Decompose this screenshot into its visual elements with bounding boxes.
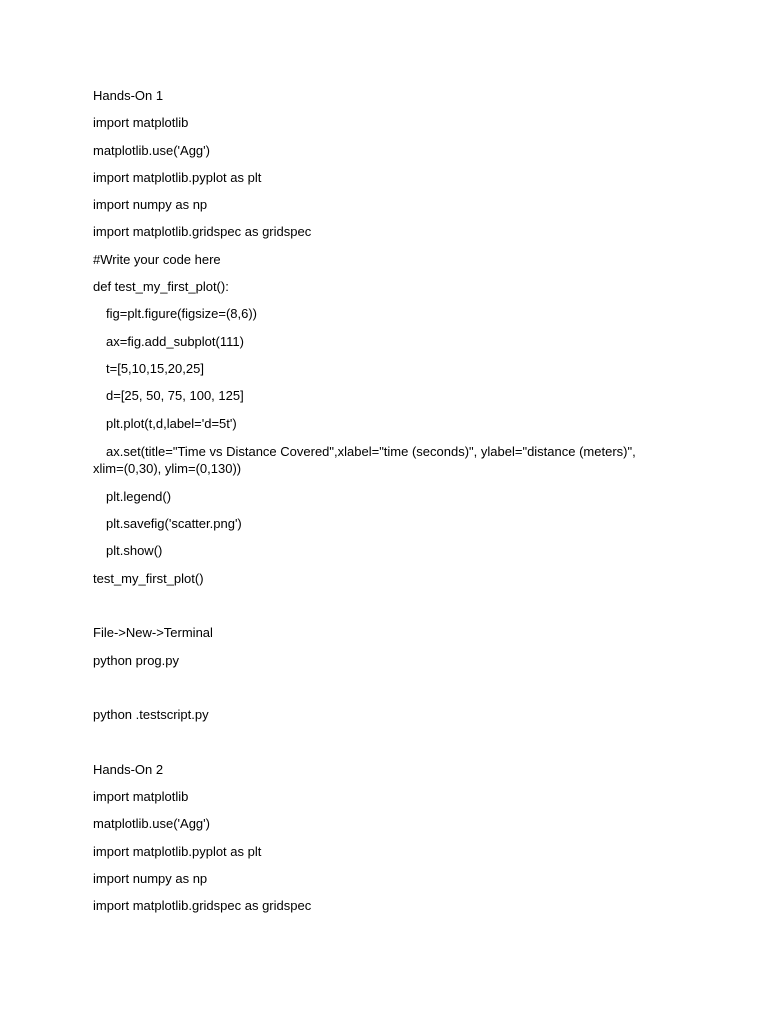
section-heading: Hands-On 2 <box>93 761 164 777</box>
code-line-wrapped <box>93 443 653 477</box>
terminal-command: python prog.py <box>93 652 180 668</box>
code-line: d=[25, 50, 75, 100, 125] <box>106 388 244 404</box>
code-line: import matplotlib.pyplot as plt <box>93 169 262 185</box>
code-line: fig=plt.figure(figsize=(8,6)) <box>106 306 258 322</box>
code-line: ax=fig.add_subplot(111) <box>106 333 244 349</box>
code-line-part: ax.set(title="Time vs Distance Covered",xlabel="time (seconds)", ylabel="distance (meters)", <box>106 443 636 459</box>
code-comment: #Write your code here <box>93 251 221 267</box>
code-line: matplotlib.use('Agg') <box>93 816 210 832</box>
code-line: plt.show() <box>106 543 163 559</box>
code-line: plt.plot(t,d,label='d=5t') <box>106 415 237 431</box>
code-line: import matplotlib <box>93 115 189 131</box>
code-line: import matplotlib.gridspec as gridspec <box>93 898 312 914</box>
code-line: matplotlib.use('Agg') <box>93 142 210 158</box>
spacer <box>93 680 653 707</box>
document-body <box>93 88 653 926</box>
code-line: import numpy as np <box>93 871 208 887</box>
spacer <box>93 598 653 625</box>
section-heading: Hands-On 1 <box>93 88 164 103</box>
code-line: import matplotlib <box>93 789 189 805</box>
spacer <box>93 735 653 762</box>
terminal-command: python .testscript.py <box>93 707 209 723</box>
code-line: import matplotlib.gridspec as gridspec <box>93 224 312 240</box>
code-line-part: xlim=(0,30), ylim=(0,130)) <box>93 460 242 476</box>
code-line: t=[5,10,15,20,25] <box>106 360 204 376</box>
function-definition: def test_my_first_plot(): <box>93 279 229 295</box>
terminal-menu-path: File->New->Terminal <box>93 625 213 641</box>
code-line: plt.savefig('scatter.png') <box>106 516 242 532</box>
function-call: test_my_first_plot() <box>93 570 204 586</box>
code-line: import numpy as np <box>93 197 208 213</box>
code-line: plt.legend() <box>106 488 172 504</box>
code-line: import matplotlib.pyplot as plt <box>93 843 262 859</box>
